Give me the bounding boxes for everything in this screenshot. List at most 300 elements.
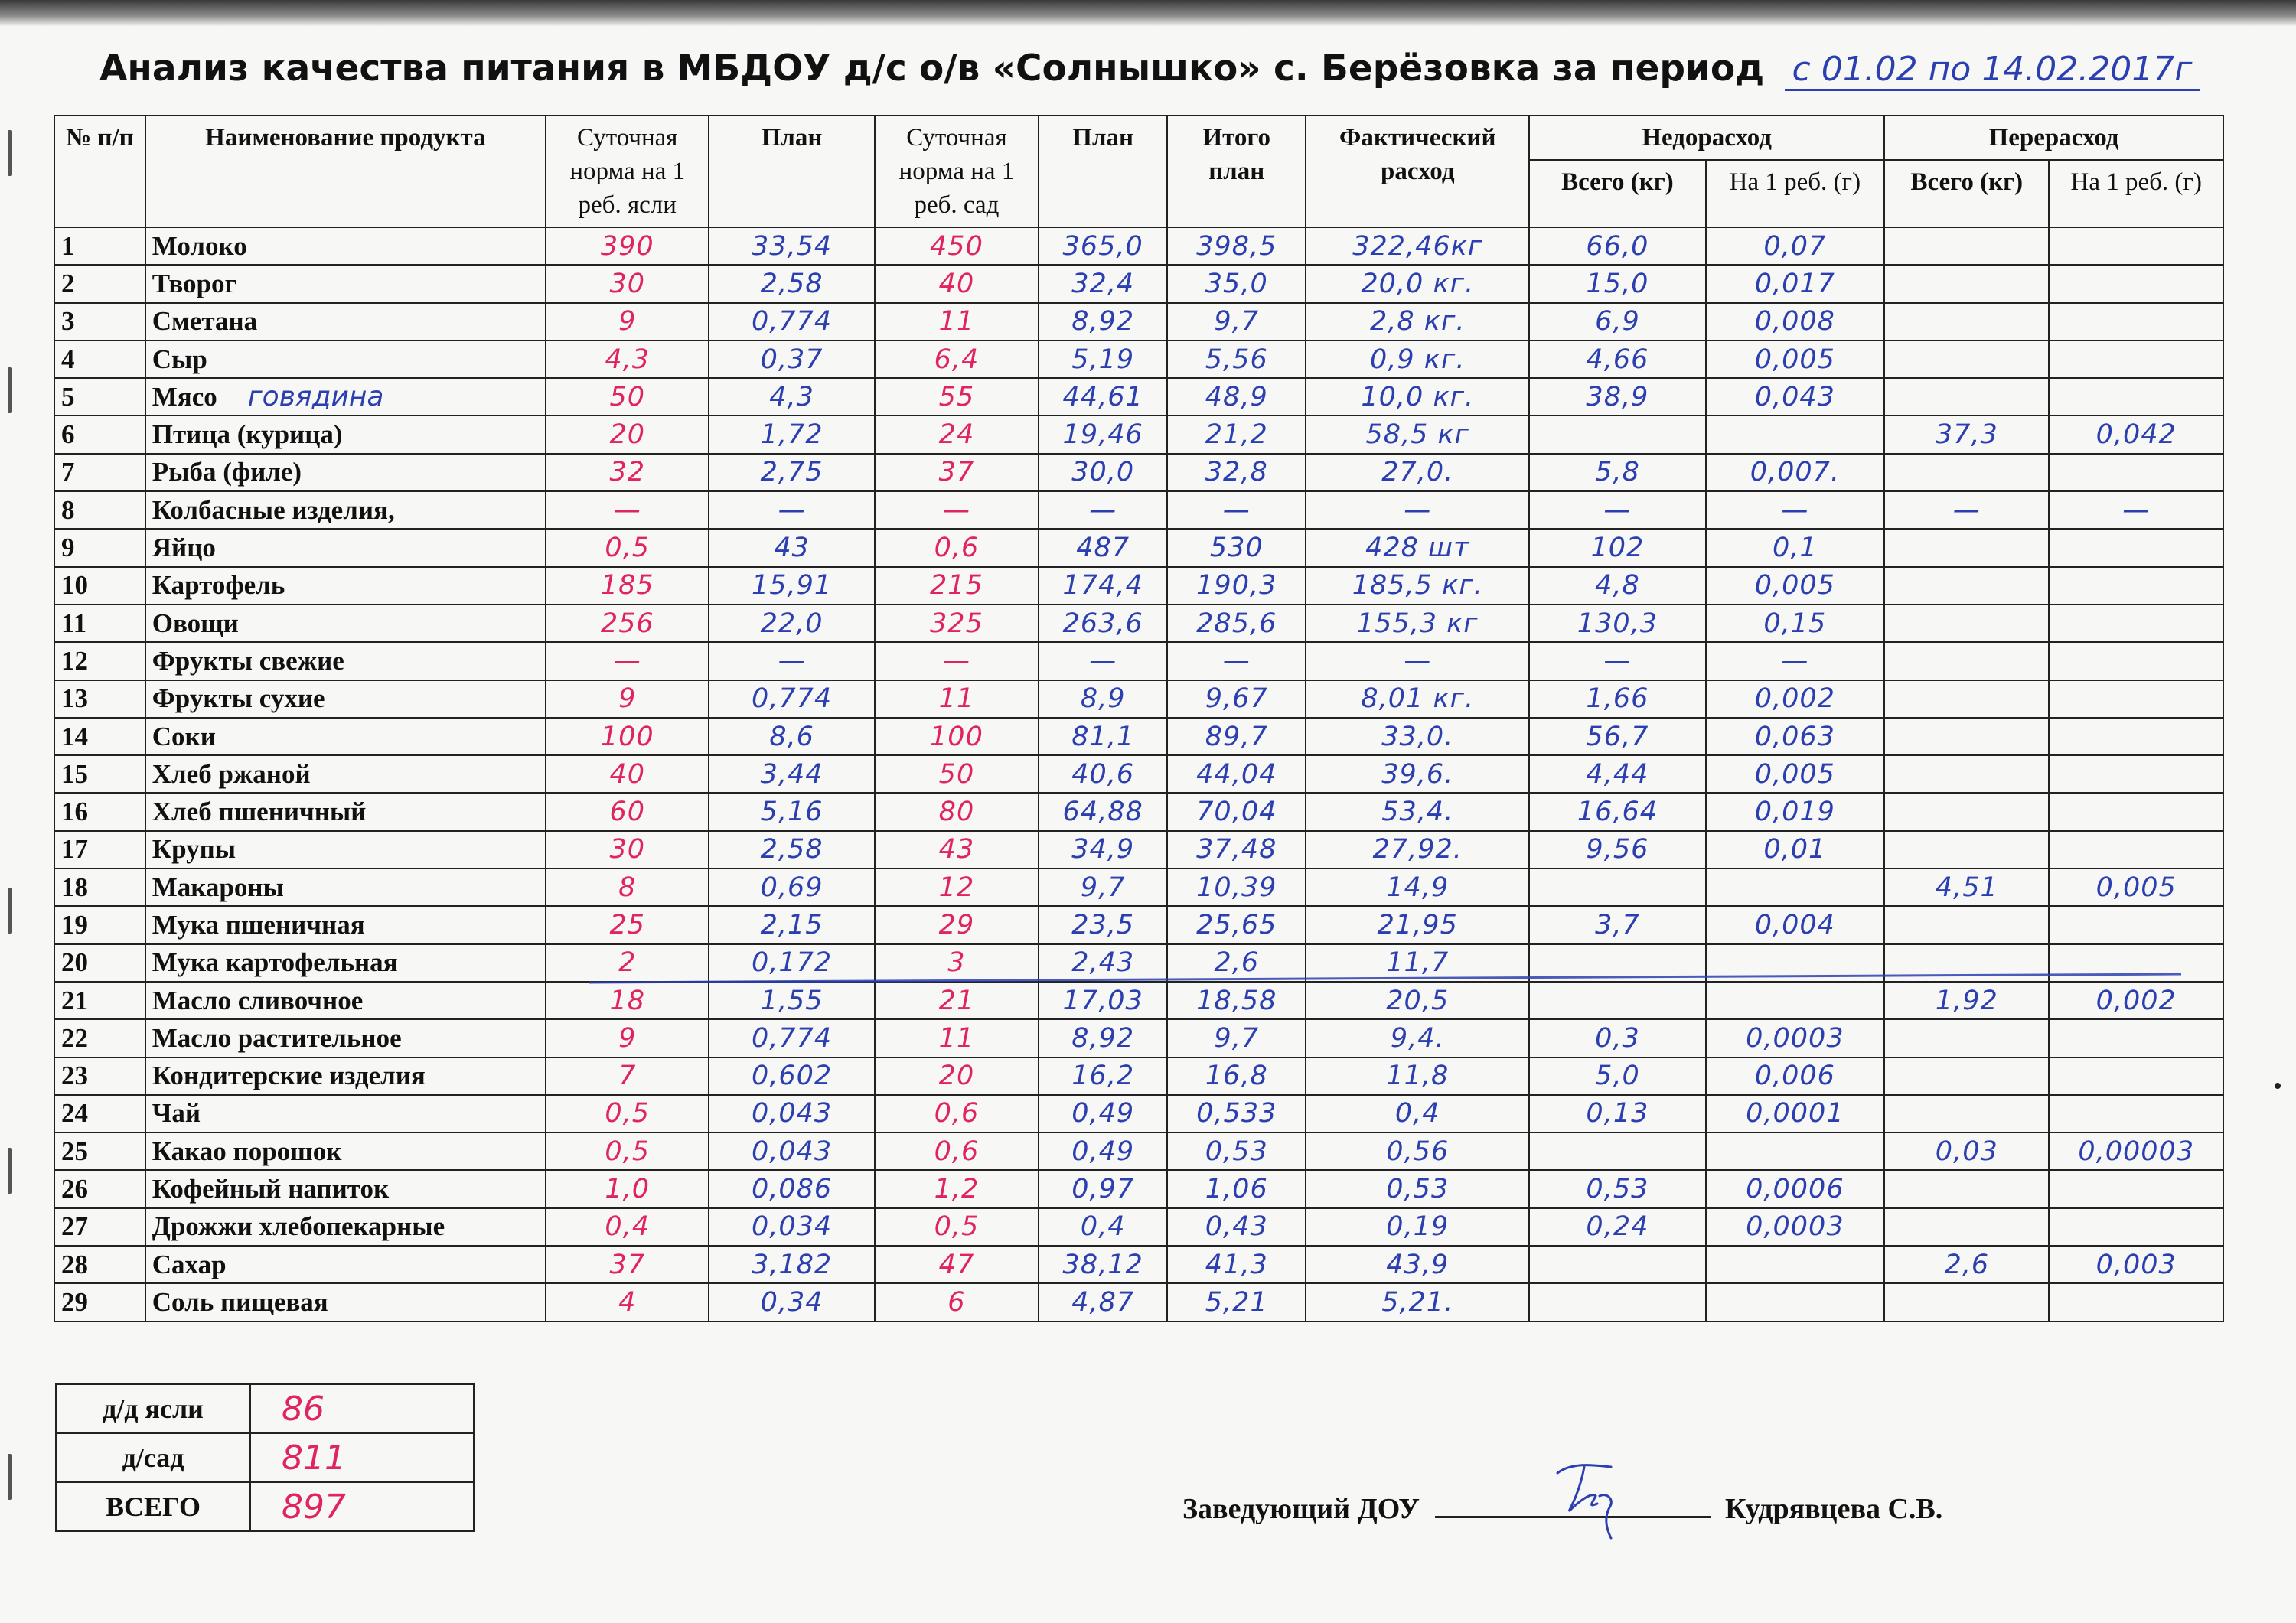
table-row bbox=[54, 1095, 2223, 1133]
over-total-cell: 37,3 bbox=[1884, 416, 2049, 453]
plan-nursery-cell: 4,3 bbox=[709, 378, 874, 416]
page-title bbox=[99, 47, 2258, 91]
product-name: Сахар bbox=[152, 1249, 227, 1279]
actual-cell: 43,9 bbox=[1306, 1246, 1529, 1283]
over-total-cell bbox=[1884, 1019, 2049, 1057]
plan-garden-cell: — bbox=[1039, 491, 1167, 529]
over-per-child-cell bbox=[2049, 1208, 2223, 1246]
plan-nursery-cell: 2,15 bbox=[709, 906, 874, 943]
plan-garden-cell: 30,0 bbox=[1039, 454, 1167, 491]
norm-garden-cell: 0,6 bbox=[875, 1133, 1039, 1170]
over-per-child-cell bbox=[2049, 1095, 2223, 1133]
product-name-cell bbox=[145, 1019, 546, 1057]
under-total-cell: 102 bbox=[1529, 529, 1705, 566]
product-name: Птица (курица) bbox=[152, 419, 343, 450]
over-per-child-cell bbox=[2049, 1283, 2223, 1321]
row-number: 28 bbox=[54, 1246, 145, 1283]
total-plan-cell: 9,67 bbox=[1167, 680, 1306, 718]
summary-row bbox=[56, 1482, 474, 1531]
over-total-cell bbox=[1884, 454, 2049, 491]
over-total-cell bbox=[1884, 718, 2049, 755]
summary-value: 811 bbox=[250, 1433, 474, 1482]
plan-garden-cell: 0,4 bbox=[1039, 1208, 1167, 1246]
norm-garden-cell: 3 bbox=[875, 944, 1039, 982]
norm-nursery-cell: 0,5 bbox=[546, 1133, 709, 1170]
product-name: Макароны bbox=[152, 872, 284, 902]
table-row bbox=[54, 1283, 2223, 1321]
under-per-child-cell: 0,005 bbox=[1706, 341, 1884, 378]
row-number: 4 bbox=[54, 341, 145, 378]
over-per-child-cell bbox=[2049, 1058, 2223, 1095]
over-per-child-cell bbox=[2049, 605, 2223, 642]
product-name-cell bbox=[145, 906, 546, 943]
total-plan-cell: 70,04 bbox=[1167, 793, 1306, 830]
actual-cell: 39,6. bbox=[1306, 755, 1529, 793]
total-plan-cell: 398,5 bbox=[1167, 227, 1306, 265]
signature-block bbox=[1182, 1488, 1942, 1526]
plan-nursery-cell: 43 bbox=[709, 529, 874, 566]
actual-cell: 53,4. bbox=[1306, 793, 1529, 830]
plan-nursery-cell: 0,043 bbox=[709, 1133, 874, 1170]
product-name: Масло сливочное bbox=[152, 985, 364, 1015]
over-total-cell bbox=[1884, 755, 2049, 793]
norm-nursery-cell: 60 bbox=[546, 793, 709, 830]
actual-cell: 0,53 bbox=[1306, 1170, 1529, 1207]
plan-garden-cell: 40,6 bbox=[1039, 755, 1167, 793]
product-name-cell bbox=[145, 454, 546, 491]
over-per-child-cell: 0,042 bbox=[2049, 416, 2223, 453]
table-row bbox=[54, 1133, 2223, 1170]
col-under: Недорасход bbox=[1529, 116, 1884, 160]
product-name-cell bbox=[145, 869, 546, 906]
norm-nursery-cell: 37 bbox=[546, 1246, 709, 1283]
plan-nursery-cell: 15,91 bbox=[709, 567, 874, 605]
table-row bbox=[54, 1019, 2223, 1057]
plan-garden-cell: 19,46 bbox=[1039, 416, 1167, 453]
norm-garden-cell: 50 bbox=[875, 755, 1039, 793]
norm-garden-cell: — bbox=[875, 642, 1039, 680]
col-actual: Фактический расход bbox=[1306, 116, 1529, 227]
actual-cell: 21,95 bbox=[1306, 906, 1529, 943]
plan-garden-cell: 38,12 bbox=[1039, 1246, 1167, 1283]
over-per-child-cell bbox=[2049, 378, 2223, 416]
under-total-cell: 9,56 bbox=[1529, 831, 1705, 869]
plan-nursery-cell: 0,086 bbox=[709, 1170, 874, 1207]
product-name-cell bbox=[145, 944, 546, 982]
total-plan-cell: 48,9 bbox=[1167, 378, 1306, 416]
product-name: Мука пшеничная bbox=[152, 909, 365, 940]
product-name: Овощи bbox=[152, 608, 239, 638]
actual-cell: 428 шт bbox=[1306, 529, 1529, 566]
norm-nursery-cell: 50 bbox=[546, 378, 709, 416]
plan-garden-cell: 81,1 bbox=[1039, 718, 1167, 755]
row-number: 22 bbox=[54, 1019, 145, 1057]
col-over-total: Всего (кг) bbox=[1884, 160, 2049, 227]
product-name-cell bbox=[145, 1133, 546, 1170]
actual-cell: 14,9 bbox=[1306, 869, 1529, 906]
over-total-cell bbox=[1884, 1095, 2049, 1133]
under-total-cell: 56,7 bbox=[1529, 718, 1705, 755]
norm-nursery-cell: 30 bbox=[546, 265, 709, 302]
total-plan-cell: 35,0 bbox=[1167, 265, 1306, 302]
product-name-cell bbox=[145, 341, 546, 378]
norm-garden-cell: 29 bbox=[875, 906, 1039, 943]
table-row bbox=[54, 982, 2223, 1019]
under-total-cell bbox=[1529, 869, 1705, 906]
norm-nursery-cell: 185 bbox=[546, 567, 709, 605]
product-name: Масло растительное bbox=[152, 1022, 402, 1053]
norm-nursery-cell: 1,0 bbox=[546, 1170, 709, 1207]
row-number: 5 bbox=[54, 378, 145, 416]
over-total-cell bbox=[1884, 1170, 2049, 1207]
norm-garden-cell: 0,5 bbox=[875, 1208, 1039, 1246]
plan-garden-cell: 23,5 bbox=[1039, 906, 1167, 943]
actual-cell: 20,5 bbox=[1306, 982, 1529, 1019]
plan-nursery-cell: 0,602 bbox=[709, 1058, 874, 1095]
norm-nursery-cell: 18 bbox=[546, 982, 709, 1019]
plan-nursery-cell: 0,034 bbox=[709, 1208, 874, 1246]
table-row bbox=[54, 793, 2223, 830]
over-per-child-cell bbox=[2049, 906, 2223, 943]
under-per-child-cell: 0,0006 bbox=[1706, 1170, 1884, 1207]
plan-garden-cell: 263,6 bbox=[1039, 605, 1167, 642]
binder-mark bbox=[8, 1454, 12, 1500]
plan-nursery-cell: 0,774 bbox=[709, 1019, 874, 1057]
norm-nursery-cell: 25 bbox=[546, 906, 709, 943]
product-name-cell bbox=[145, 227, 546, 265]
under-per-child-cell bbox=[1706, 416, 1884, 453]
over-per-child-cell bbox=[2049, 680, 2223, 718]
under-total-cell: 15,0 bbox=[1529, 265, 1705, 302]
norm-garden-cell: — bbox=[875, 491, 1039, 529]
plan-garden-cell: 9,7 bbox=[1039, 869, 1167, 906]
over-per-child-cell bbox=[2049, 718, 2223, 755]
under-per-child-cell: 0,019 bbox=[1706, 793, 1884, 830]
table-row bbox=[54, 227, 2223, 265]
actual-cell: 185,5 кг. bbox=[1306, 567, 1529, 605]
binder-mark bbox=[8, 888, 12, 934]
under-per-child-cell: 0,005 bbox=[1706, 567, 1884, 605]
over-total-cell bbox=[1884, 906, 2049, 943]
actual-cell: 10,0 кг. bbox=[1306, 378, 1529, 416]
under-per-child-cell: 0,07 bbox=[1706, 227, 1884, 265]
summary-row bbox=[56, 1384, 474, 1433]
over-per-child-cell bbox=[2049, 454, 2223, 491]
total-plan-cell: 285,6 bbox=[1167, 605, 1306, 642]
summary-label: д/сад bbox=[56, 1433, 250, 1482]
under-per-child-cell: 0,0003 bbox=[1706, 1208, 1884, 1246]
product-name-cell bbox=[145, 831, 546, 869]
over-total-cell bbox=[1884, 642, 2049, 680]
row-number: 2 bbox=[54, 265, 145, 302]
norm-garden-cell: 11 bbox=[875, 1019, 1039, 1057]
norm-nursery-cell: 9 bbox=[546, 680, 709, 718]
under-total-cell: 4,66 bbox=[1529, 341, 1705, 378]
under-total-cell bbox=[1529, 416, 1705, 453]
signature-line bbox=[1435, 1488, 1711, 1518]
over-per-child-cell bbox=[2049, 944, 2223, 982]
product-name-cell bbox=[145, 529, 546, 566]
norm-nursery-cell: 9 bbox=[546, 1019, 709, 1057]
total-plan-cell: 0,533 bbox=[1167, 1095, 1306, 1133]
over-per-child-cell: 0,005 bbox=[2049, 869, 2223, 906]
total-plan-cell: 37,48 bbox=[1167, 831, 1306, 869]
product-name: Фрукты свежие bbox=[152, 645, 344, 676]
table-row bbox=[54, 454, 2223, 491]
plan-nursery-cell: 5,16 bbox=[709, 793, 874, 830]
actual-cell: 8,01 кг. bbox=[1306, 680, 1529, 718]
norm-garden-cell: 12 bbox=[875, 869, 1039, 906]
under-total-cell: — bbox=[1529, 642, 1705, 680]
product-name-cell bbox=[145, 1095, 546, 1133]
plan-nursery-cell: 3,182 bbox=[709, 1246, 874, 1283]
row-number: 9 bbox=[54, 529, 145, 566]
norm-garden-cell: 20 bbox=[875, 1058, 1039, 1095]
total-plan-cell: — bbox=[1167, 642, 1306, 680]
norm-garden-cell: 21 bbox=[875, 982, 1039, 1019]
actual-cell: — bbox=[1306, 491, 1529, 529]
norm-garden-cell: 55 bbox=[875, 378, 1039, 416]
under-total-cell bbox=[1529, 1246, 1705, 1283]
row-number: 3 bbox=[54, 303, 145, 341]
over-per-child-cell bbox=[2049, 227, 2223, 265]
row-number: 26 bbox=[54, 1170, 145, 1207]
product-name-cell bbox=[145, 265, 546, 302]
total-plan-cell: 190,3 bbox=[1167, 567, 1306, 605]
total-plan-cell: 530 bbox=[1167, 529, 1306, 566]
over-per-child-cell: 0,003 bbox=[2049, 1246, 2223, 1283]
over-per-child-cell bbox=[2049, 265, 2223, 302]
product-note: говядина bbox=[247, 381, 384, 413]
under-per-child-cell: 0,008 bbox=[1706, 303, 1884, 341]
row-number: 8 bbox=[54, 491, 145, 529]
product-name: Сыр bbox=[152, 344, 207, 374]
scan-edge bbox=[0, 0, 2296, 26]
norm-nursery-cell: 4,3 bbox=[546, 341, 709, 378]
actual-cell: 20,0 кг. bbox=[1306, 265, 1529, 302]
product-name-cell bbox=[145, 642, 546, 680]
norm-garden-cell: 37 bbox=[875, 454, 1039, 491]
over-per-child-cell bbox=[2049, 303, 2223, 341]
norm-nursery-cell: 32 bbox=[546, 454, 709, 491]
norm-garden-cell: 6,4 bbox=[875, 341, 1039, 378]
plan-nursery-cell: 3,44 bbox=[709, 755, 874, 793]
product-name: Какао порошок bbox=[152, 1136, 342, 1166]
product-name: Соки bbox=[152, 721, 216, 751]
actual-cell: 0,4 bbox=[1306, 1095, 1529, 1133]
summary-row bbox=[56, 1433, 474, 1482]
under-per-child-cell: 0,005 bbox=[1706, 755, 1884, 793]
under-total-cell: 0,24 bbox=[1529, 1208, 1705, 1246]
over-total-cell: 2,6 bbox=[1884, 1246, 2049, 1283]
row-number: 25 bbox=[54, 1133, 145, 1170]
table-row bbox=[54, 642, 2223, 680]
under-total-cell: 0,53 bbox=[1529, 1170, 1705, 1207]
under-per-child-cell bbox=[1706, 982, 1884, 1019]
under-per-child-cell: 0,002 bbox=[1706, 680, 1884, 718]
product-name: Чай bbox=[152, 1098, 201, 1129]
signature-scribble bbox=[1550, 1458, 1634, 1542]
plan-nursery-cell: 2,75 bbox=[709, 454, 874, 491]
binder-mark bbox=[8, 130, 12, 176]
table-row bbox=[54, 831, 2223, 869]
actual-cell: — bbox=[1306, 642, 1529, 680]
plan-nursery-cell: 2,58 bbox=[709, 831, 874, 869]
total-plan-cell: 1,06 bbox=[1167, 1170, 1306, 1207]
product-name: Колбасные изделия, bbox=[152, 494, 395, 525]
over-total-cell bbox=[1884, 341, 2049, 378]
table-row bbox=[54, 718, 2223, 755]
norm-garden-cell: 80 bbox=[875, 793, 1039, 830]
plan-garden-cell: 5,19 bbox=[1039, 341, 1167, 378]
table-row bbox=[54, 1058, 2223, 1095]
actual-cell: 5,21. bbox=[1306, 1283, 1529, 1321]
norm-nursery-cell: 2 bbox=[546, 944, 709, 982]
plan-garden-cell: 44,61 bbox=[1039, 378, 1167, 416]
row-number: 24 bbox=[54, 1095, 145, 1133]
under-total-cell: 0,3 bbox=[1529, 1019, 1705, 1057]
table-row bbox=[54, 906, 2223, 943]
under-per-child-cell bbox=[1706, 869, 1884, 906]
product-name: Рыба (филе) bbox=[152, 457, 302, 487]
col-norm-garden: Суточная норма на 1 реб. сад bbox=[875, 116, 1039, 227]
under-total-cell bbox=[1529, 1133, 1705, 1170]
under-total-cell: 6,9 bbox=[1529, 303, 1705, 341]
over-total-cell bbox=[1884, 378, 2049, 416]
actual-cell: 2,8 кг. bbox=[1306, 303, 1529, 341]
product-name-cell bbox=[145, 982, 546, 1019]
summary-label: ВСЕГО bbox=[56, 1482, 250, 1531]
product-name: Кофейный напиток bbox=[152, 1174, 390, 1204]
actual-cell: 33,0. bbox=[1306, 718, 1529, 755]
actual-cell: 9,4. bbox=[1306, 1019, 1529, 1057]
plan-nursery-cell: 0,69 bbox=[709, 869, 874, 906]
actual-cell: 0,9 кг. bbox=[1306, 341, 1529, 378]
plan-garden-cell: 17,03 bbox=[1039, 982, 1167, 1019]
product-name: Дрожжи хлебопекарные bbox=[152, 1211, 445, 1242]
over-total-cell: 1,92 bbox=[1884, 982, 2049, 1019]
total-plan-cell: 32,8 bbox=[1167, 454, 1306, 491]
product-name: Творог bbox=[152, 268, 237, 298]
over-total-cell: — bbox=[1884, 491, 2049, 529]
over-per-child-cell bbox=[2049, 567, 2223, 605]
col-over: Перерасход bbox=[1884, 116, 2223, 160]
row-number: 13 bbox=[54, 680, 145, 718]
table-row bbox=[54, 755, 2223, 793]
total-plan-cell: 0,43 bbox=[1167, 1208, 1306, 1246]
actual-cell: 11,7 bbox=[1306, 944, 1529, 982]
norm-garden-cell: 43 bbox=[875, 831, 1039, 869]
total-plan-cell: 9,7 bbox=[1167, 1019, 1306, 1057]
under-per-child-cell: 0,0001 bbox=[1706, 1095, 1884, 1133]
plan-garden-cell: 0,97 bbox=[1039, 1170, 1167, 1207]
norm-nursery-cell: 0,4 bbox=[546, 1208, 709, 1246]
norm-nursery-cell: 40 bbox=[546, 755, 709, 793]
total-plan-cell: 41,3 bbox=[1167, 1246, 1306, 1283]
plan-nursery-cell: 22,0 bbox=[709, 605, 874, 642]
norm-garden-cell: 40 bbox=[875, 265, 1039, 302]
norm-nursery-cell: 390 bbox=[546, 227, 709, 265]
col-under-total: Всего (кг) bbox=[1529, 160, 1705, 227]
table-row bbox=[54, 869, 2223, 906]
plan-nursery-cell: 0,34 bbox=[709, 1283, 874, 1321]
total-plan-cell: — bbox=[1167, 491, 1306, 529]
plan-nursery-cell: 0,774 bbox=[709, 680, 874, 718]
total-plan-cell: 89,7 bbox=[1167, 718, 1306, 755]
total-plan-cell: 2,6 bbox=[1167, 944, 1306, 982]
row-number: 16 bbox=[54, 793, 145, 830]
col-over-per-child: На 1 реб. (г) bbox=[2049, 160, 2223, 227]
product-name-cell bbox=[145, 1058, 546, 1095]
binder-mark bbox=[8, 367, 12, 413]
plan-garden-cell: 8,9 bbox=[1039, 680, 1167, 718]
norm-garden-cell: 11 bbox=[875, 680, 1039, 718]
norm-nursery-cell: 20 bbox=[546, 416, 709, 453]
product-name-cell bbox=[145, 680, 546, 718]
under-total-cell: 0,13 bbox=[1529, 1095, 1705, 1133]
table-row bbox=[54, 1208, 2223, 1246]
norm-garden-cell: 0,6 bbox=[875, 1095, 1039, 1133]
norm-garden-cell: 325 bbox=[875, 605, 1039, 642]
plan-nursery-cell: 2,58 bbox=[709, 265, 874, 302]
col-total-plan: Итого план bbox=[1167, 116, 1306, 227]
col-num: № п/п bbox=[54, 116, 145, 227]
plan-nursery-cell: 0,774 bbox=[709, 303, 874, 341]
norm-nursery-cell: 256 bbox=[546, 605, 709, 642]
under-total-cell: — bbox=[1529, 491, 1705, 529]
actual-cell: 11,8 bbox=[1306, 1058, 1529, 1095]
product-name-cell bbox=[145, 718, 546, 755]
total-plan-cell: 9,7 bbox=[1167, 303, 1306, 341]
over-total-cell bbox=[1884, 227, 2049, 265]
total-plan-cell: 5,21 bbox=[1167, 1283, 1306, 1321]
row-number: 1 bbox=[54, 227, 145, 265]
over-per-child-cell bbox=[2049, 793, 2223, 830]
plan-garden-cell: 0,49 bbox=[1039, 1095, 1167, 1133]
row-number: 15 bbox=[54, 755, 145, 793]
product-name: Молоко bbox=[152, 230, 247, 261]
plan-garden-cell: 365,0 bbox=[1039, 227, 1167, 265]
binder-mark bbox=[8, 1148, 12, 1194]
plan-nursery-cell: — bbox=[709, 642, 874, 680]
product-name: Сметана bbox=[152, 306, 258, 337]
product-name-cell bbox=[145, 1283, 546, 1321]
over-total-cell: 4,51 bbox=[1884, 869, 2049, 906]
total-plan-cell: 0,53 bbox=[1167, 1133, 1306, 1170]
plan-garden-cell: — bbox=[1039, 642, 1167, 680]
col-plan-garden: План bbox=[1039, 116, 1167, 227]
plan-nursery-cell: 0,172 bbox=[709, 944, 874, 982]
product-name: Мука картофельная bbox=[152, 947, 398, 978]
product-name: Фрукты сухие bbox=[152, 683, 325, 714]
plan-garden-cell: 8,92 bbox=[1039, 303, 1167, 341]
under-per-child-cell bbox=[1706, 1283, 1884, 1321]
over-total-cell bbox=[1884, 1208, 2049, 1246]
plan-garden-cell: 34,9 bbox=[1039, 831, 1167, 869]
over-per-child-cell: 0,00003 bbox=[2049, 1133, 2223, 1170]
product-name: Хлеб пшеничный bbox=[152, 797, 367, 827]
row-number: 7 bbox=[54, 454, 145, 491]
plan-nursery-cell: 33,54 bbox=[709, 227, 874, 265]
table-row bbox=[54, 416, 2223, 453]
norm-nursery-cell: 4 bbox=[546, 1283, 709, 1321]
over-total-cell bbox=[1884, 529, 2049, 566]
under-total-cell bbox=[1529, 982, 1705, 1019]
plan-garden-cell: 32,4 bbox=[1039, 265, 1167, 302]
product-name: Соль пищевая bbox=[152, 1286, 328, 1317]
product-name-cell bbox=[145, 1170, 546, 1207]
table-row bbox=[54, 680, 2223, 718]
